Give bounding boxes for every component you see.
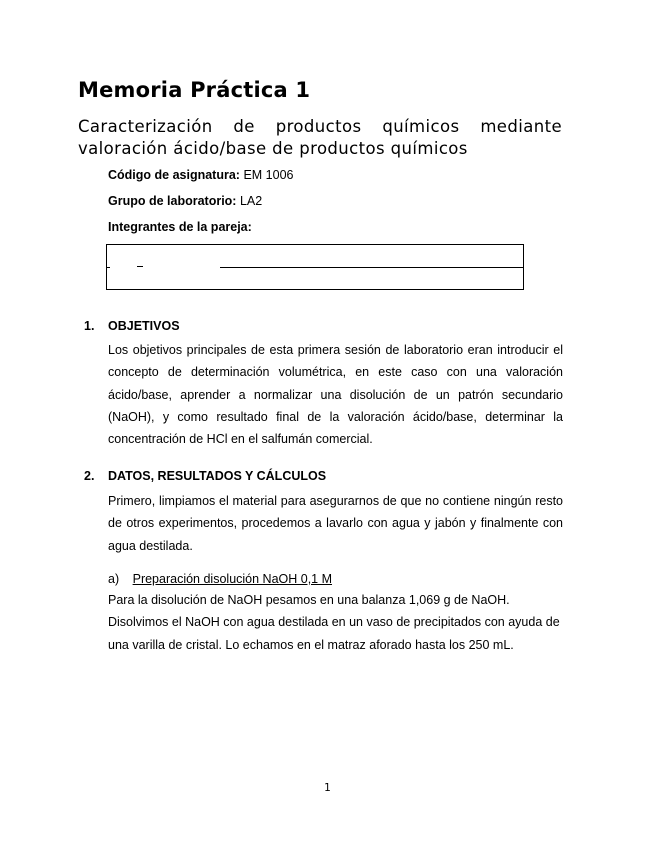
subsection-a-heading bbox=[108, 572, 332, 586]
subject-code-label: Código de asignatura: bbox=[108, 168, 240, 182]
subsection-a-marker: a) bbox=[108, 572, 120, 586]
redaction-remnant bbox=[137, 266, 143, 267]
redacted-name-1 bbox=[110, 251, 222, 265]
redacted-name-2 bbox=[110, 265, 220, 285]
subsection-a-title: Preparación disolución NaOH 0,1 M bbox=[132, 572, 333, 586]
document-title: Memoria Práctica 1 bbox=[78, 78, 311, 102]
section-2-title: DATOS, RESULTADOS Y CÁLCULOS bbox=[108, 469, 327, 483]
section-2-number: 2. bbox=[84, 469, 95, 483]
section-2-paragraph: Primero, limpiamos el material para asegurarnos de que no contiene ningún resto de otros experimentos, procedemos a lavarlo con agua y jabón y finalmente con agua destilada. bbox=[108, 494, 563, 553]
section-1-title: OBJETIVOS bbox=[108, 319, 180, 333]
members-label: Integrantes de la pareja: bbox=[108, 220, 252, 234]
lab-group-value: LA2 bbox=[239, 194, 263, 208]
document-subtitle: Caracterización de productos químicos mediante valoración ácido/base de productos químicos bbox=[78, 117, 562, 158]
lab-group-row bbox=[108, 194, 262, 208]
section-1-number: 1. bbox=[84, 319, 95, 333]
members-row bbox=[108, 220, 252, 234]
lab-group-label: Grupo de laboratorio: bbox=[108, 194, 237, 208]
members-table bbox=[106, 244, 524, 290]
subsection-a-paragraph: Para la disolución de NaOH pesamos en una balanza 1,069 g de NaOH. Disolvimos el NaOH con agua destilada en un vaso de precipitados con ayuda de una varilla de cristal. Lo echamos en el matraz aforado hasta los 250 mL. bbox=[108, 593, 560, 652]
subject-code-value: EM 1006 bbox=[243, 168, 294, 182]
subject-code-row bbox=[108, 168, 293, 182]
page-number: 1 bbox=[324, 782, 331, 794]
section-1-paragraph: Los objetivos principales de esta primera sesión de laboratorio eran introducir el concepto de determinación volumétrica, en este caso con una valoración ácido/base, aprender a normalizar una disolución de un patrón secundario (NaOH), y como resultado final de la valoración ácido/base, determinar la concentración de HCl en el salfumán comercial. bbox=[108, 343, 563, 447]
